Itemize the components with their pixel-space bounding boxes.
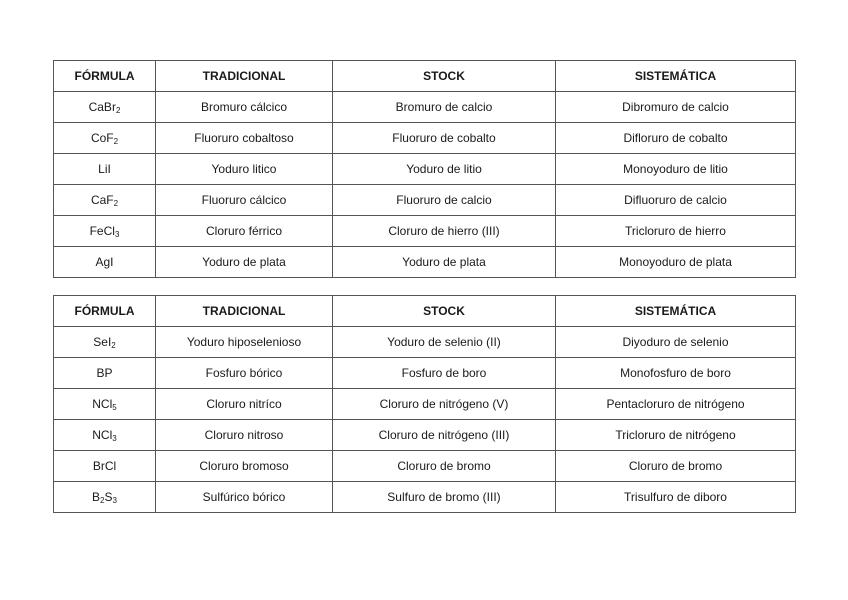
- formula-symbol: AgI: [95, 255, 114, 269]
- table-row: [54, 185, 796, 216]
- systematic-name-cell: Difluoruro de calcio: [556, 185, 796, 216]
- traditional-name-cell: Cloruro férrico: [156, 216, 333, 247]
- systematic-name-cell: Diyoduro de selenio: [556, 327, 796, 358]
- formula-cell: [54, 154, 156, 185]
- table-row: [54, 92, 796, 123]
- systematic-name-cell: Tricloruro de nitrógeno: [556, 420, 796, 451]
- formula-subscript: 2: [113, 199, 119, 208]
- table-row: [54, 247, 796, 278]
- table-row: [54, 420, 796, 451]
- systematic-name-cell: Monoyoduro de plata: [556, 247, 796, 278]
- formula-cell: [54, 123, 156, 154]
- formula-symbol: CoF: [90, 131, 114, 145]
- stock-name-cell: Bromuro de calcio: [333, 92, 556, 123]
- systematic-name-cell: Monoyoduro de litio: [556, 154, 796, 185]
- systematic-name-cell: Dibromuro de calcio: [556, 92, 796, 123]
- formula-subscript: 2: [111, 341, 116, 350]
- stock-name-cell: Cloruro de nitrógeno (V): [333, 389, 556, 420]
- traditional-name-cell: Yoduro de plata: [156, 247, 333, 278]
- formula-cell: [54, 482, 156, 513]
- stock-name-cell: Cloruro de hierro (III): [333, 216, 556, 247]
- header-formula: FÓRMULA: [54, 61, 156, 92]
- traditional-name-cell: Fluoruro cobaltoso: [156, 123, 333, 154]
- stock-name-cell: Cloruro de bromo: [333, 451, 556, 482]
- table-row: [54, 216, 796, 247]
- traditional-name-cell: Sulfúrico bórico: [156, 482, 333, 513]
- systematic-name-cell: Trisulfuro de diboro: [556, 482, 796, 513]
- stock-name-cell: Sulfuro de bromo (III): [333, 482, 556, 513]
- formula-symbol: CaBr: [88, 100, 116, 114]
- formula-cell: [54, 420, 156, 451]
- traditional-name-cell: Fluoruro cálcico: [156, 185, 333, 216]
- formula-subscript: 5: [112, 403, 117, 412]
- formula-cell: [54, 389, 156, 420]
- stock-name-cell: Fluoruro de cobalto: [333, 123, 556, 154]
- formula-subscript: 3: [112, 434, 117, 443]
- systematic-name-cell: Monofosfuro de boro: [556, 358, 796, 389]
- formula-symbol: NCl: [92, 397, 113, 411]
- formula-subscript: 3: [112, 496, 117, 505]
- header-stock: STOCK: [333, 296, 556, 327]
- formula-cell: [54, 358, 156, 389]
- traditional-name-cell: Yoduro litico: [156, 154, 333, 185]
- formula-cell: [54, 92, 156, 123]
- table-row: [54, 154, 796, 185]
- stock-name-cell: Yoduro de selenio (II): [333, 327, 556, 358]
- traditional-name-cell: Cloruro bromoso: [156, 451, 333, 482]
- formula-symbol: FeCl: [89, 224, 115, 238]
- systematic-name-cell: Difloruro de cobalto: [556, 123, 796, 154]
- header-row: [54, 296, 796, 327]
- formula-subscript: 2: [100, 496, 105, 505]
- stock-name-cell: Fluoruro de calcio: [333, 185, 556, 216]
- table-row: [54, 482, 796, 513]
- traditional-name-cell: Fosfuro bórico: [156, 358, 333, 389]
- formula-symbol: BrCl: [92, 459, 117, 473]
- stock-name-cell: Cloruro de nitrógeno (III): [333, 420, 556, 451]
- header-row: [54, 61, 796, 92]
- table-row: [54, 451, 796, 482]
- stock-name-cell: Yoduro de plata: [333, 247, 556, 278]
- traditional-name-cell: Cloruro nitroso: [156, 420, 333, 451]
- header-traditional: TRADICIONAL: [156, 296, 333, 327]
- formula-symbol: SeI: [93, 335, 112, 349]
- stock-name-cell: Fosfuro de boro: [333, 358, 556, 389]
- systematic-name-cell: Pentacloruro de nitrógeno: [556, 389, 796, 420]
- stock-name-cell: Yoduro de litio: [333, 154, 556, 185]
- header-traditional: TRADICIONAL: [156, 61, 333, 92]
- nomenclature-table-2: [53, 295, 796, 513]
- systematic-name-cell: Cloruro de bromo: [556, 451, 796, 482]
- formula-cell: [54, 247, 156, 278]
- systematic-name-cell: Tricloruro de hierro: [556, 216, 796, 247]
- table-row: [54, 327, 796, 358]
- formula-symbol: B: [92, 490, 101, 504]
- formula-symbol: BP: [96, 366, 113, 380]
- formula-cell: [54, 327, 156, 358]
- table-row: [54, 123, 796, 154]
- header-stock: STOCK: [333, 61, 556, 92]
- traditional-name-cell: Yoduro hiposelenioso: [156, 327, 333, 358]
- table-row: [54, 358, 796, 389]
- formula-cell: [54, 216, 156, 247]
- formula-cell: [54, 185, 156, 216]
- formula-subscript: 3: [114, 230, 120, 239]
- formula-symbol: LiI: [98, 162, 111, 176]
- formula-subscript: 2: [113, 137, 119, 146]
- traditional-name-cell: Bromuro cálcico: [156, 92, 333, 123]
- formula-symbol: CaF: [90, 193, 114, 207]
- table-row: [54, 389, 796, 420]
- formula-subscript: 2: [115, 106, 121, 115]
- header-systematic: SISTEMÁTICA: [556, 61, 796, 92]
- formula-cell: [54, 451, 156, 482]
- nomenclature-table-1: [53, 60, 796, 278]
- header-formula: FÓRMULA: [54, 296, 156, 327]
- formula-symbol: S: [104, 490, 113, 504]
- header-systematic: SISTEMÁTICA: [556, 296, 796, 327]
- traditional-name-cell: Cloruro nitríco: [156, 389, 333, 420]
- formula-symbol: NCl: [92, 428, 113, 442]
